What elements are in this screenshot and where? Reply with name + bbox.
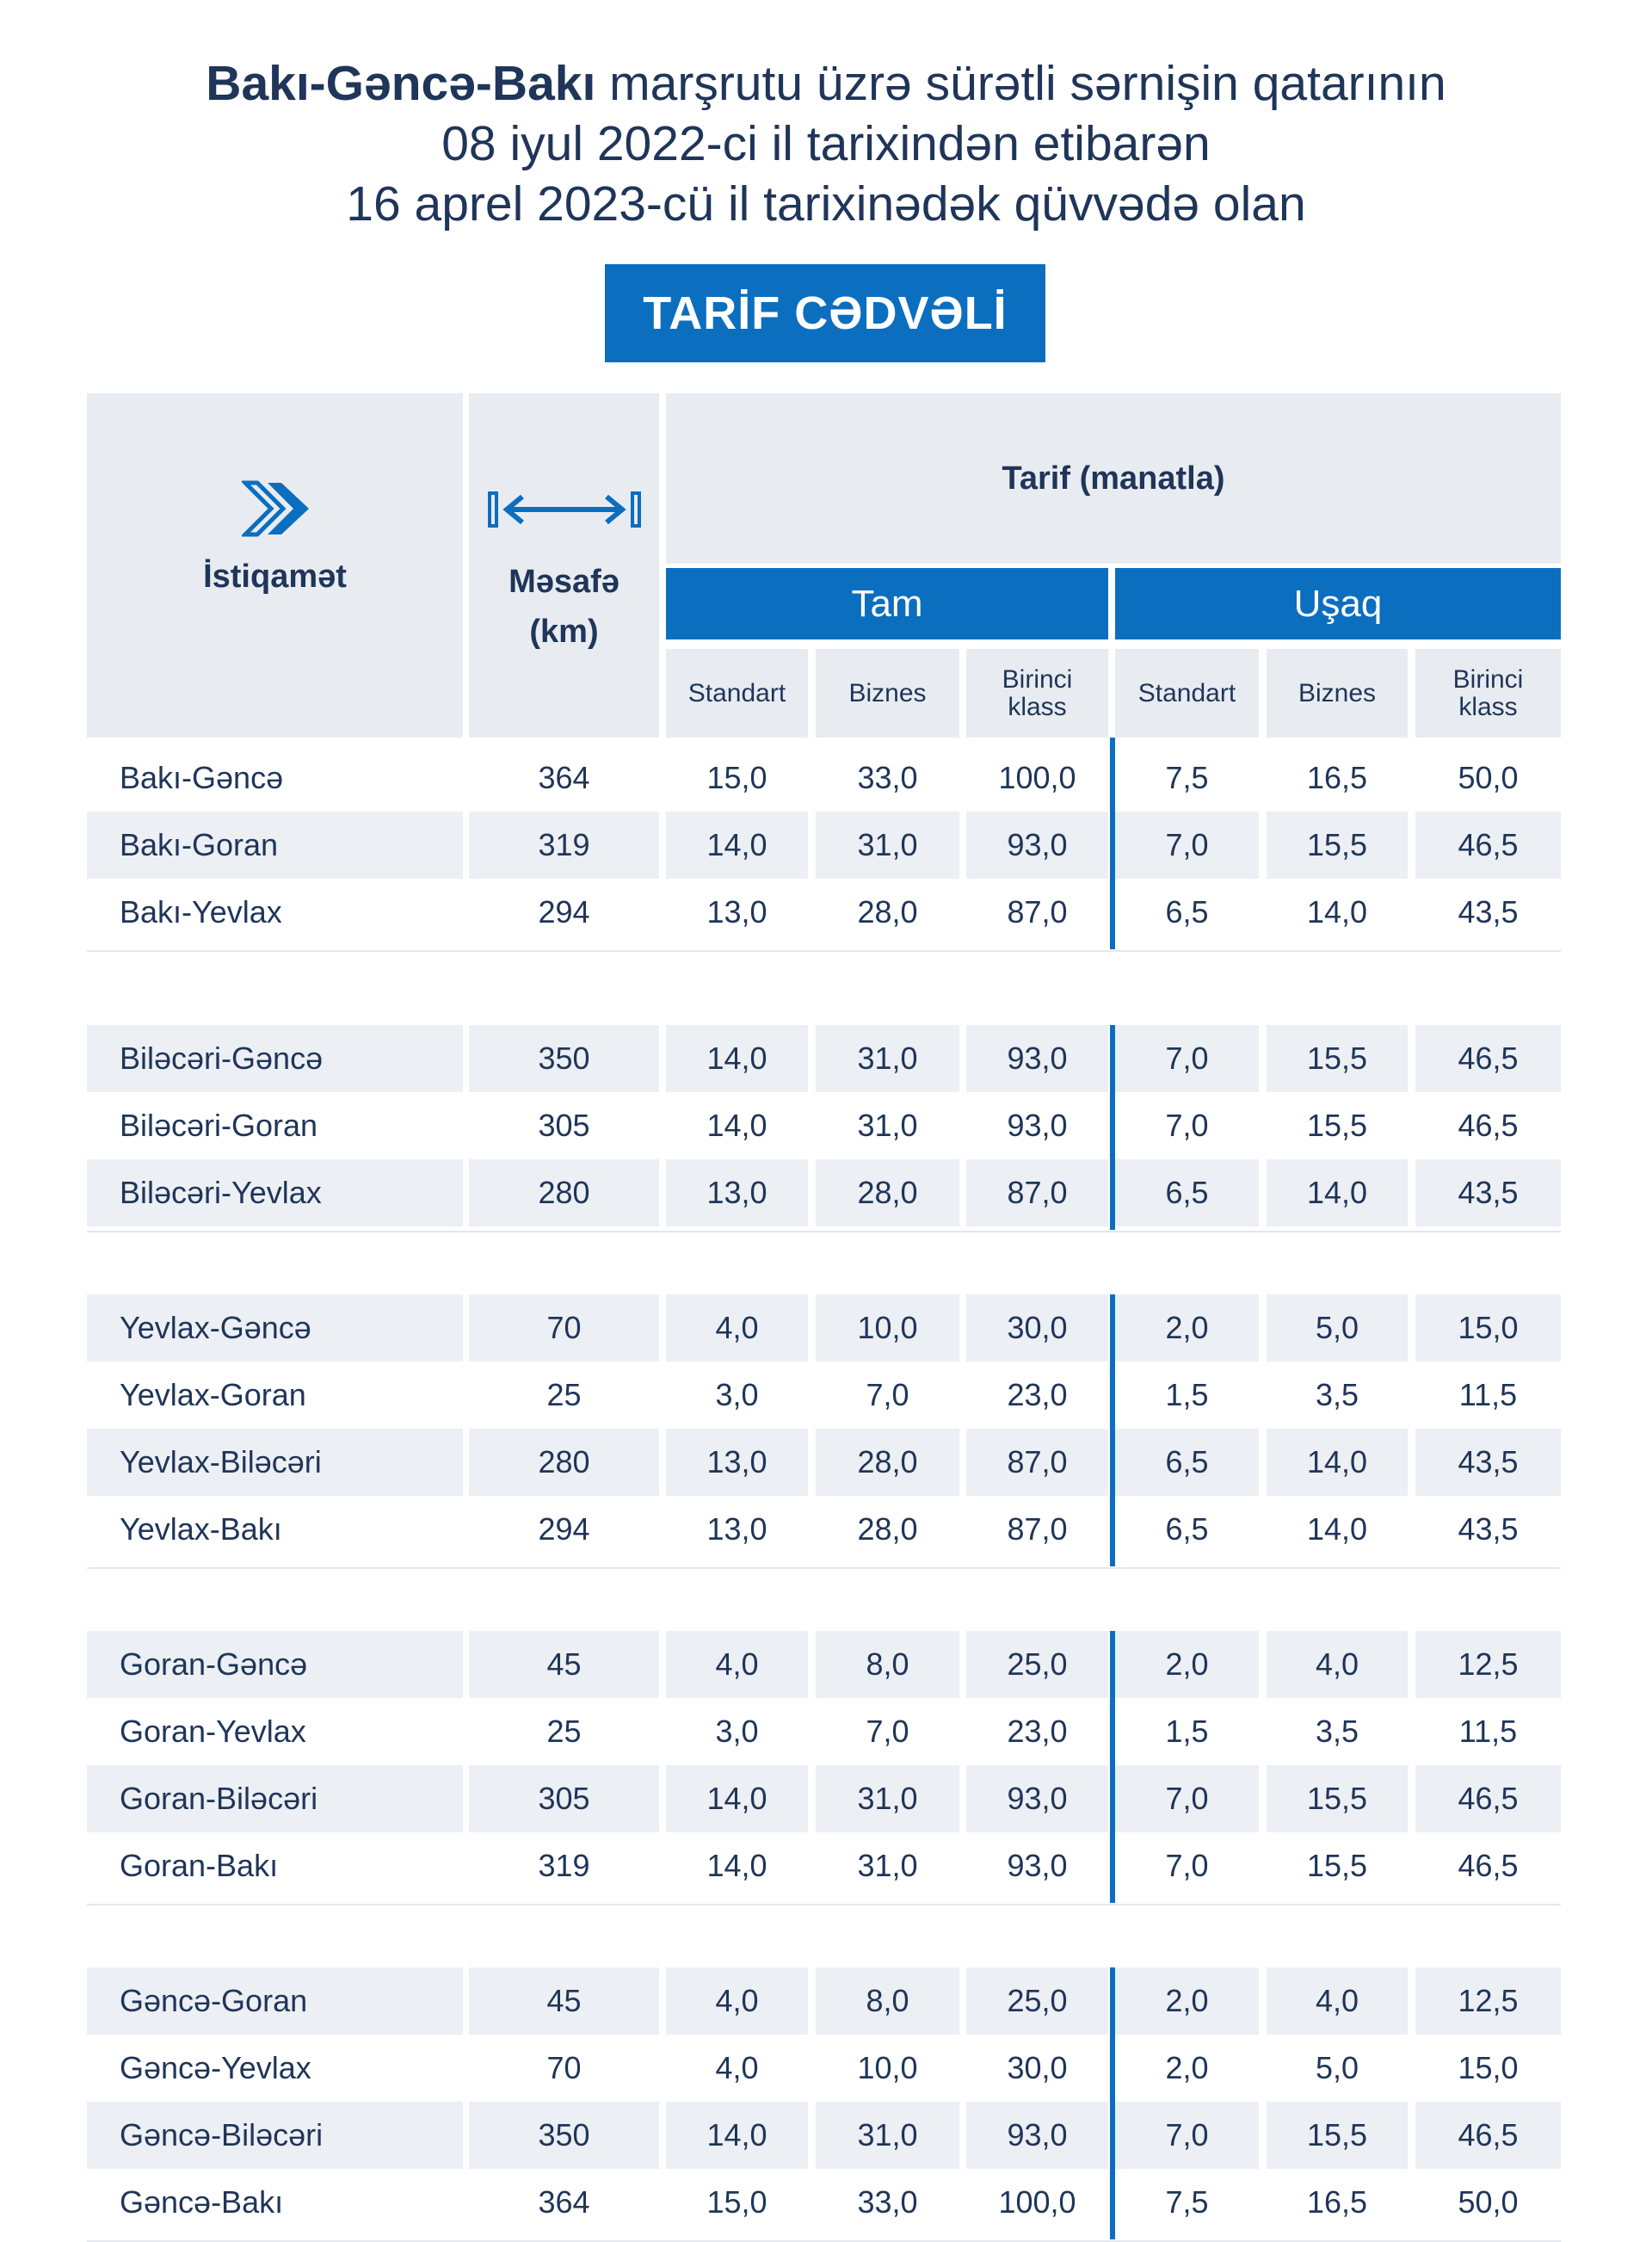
fare-cell: 5,0 xyxy=(1315,2050,1359,2085)
fare-cell: 2,0 xyxy=(1115,1294,1259,1362)
distance-header-label xyxy=(469,557,659,657)
group-divider xyxy=(87,1904,1561,1905)
fare-cell: 7,5 xyxy=(1165,760,1209,795)
table-row xyxy=(87,1362,1561,1429)
fare-cell: 11,5 xyxy=(1458,1377,1518,1412)
fare-cell: 28,0 xyxy=(857,894,918,930)
fare-cell: 30,0 xyxy=(966,1294,1108,1362)
fare-cell: 15,5 xyxy=(1306,1848,1368,1883)
fare-cell: 6,5 xyxy=(1165,894,1209,930)
fare-cell: 87,0 xyxy=(1007,894,1068,930)
direction-header xyxy=(87,393,463,738)
tariff-table-badge: TARİF CƏDVƏLİ xyxy=(605,264,1045,362)
distance-cell: 25 xyxy=(546,1377,582,1412)
fare-cell: 93,0 xyxy=(1007,1108,1068,1143)
first-class-line-2: klass xyxy=(1458,692,1518,721)
fare-cell: 8,0 xyxy=(816,1967,959,2035)
route-cell: Bakı-Gəncə xyxy=(120,760,284,795)
fare-cell: 31,0 xyxy=(816,812,959,879)
fare-cell: 46,5 xyxy=(1458,1108,1519,1143)
fare-cell: 4,0 xyxy=(1267,1631,1408,1698)
distance-cell: 305 xyxy=(469,1765,659,1832)
table-row xyxy=(87,1496,1561,1563)
route-cell: Goran-Gəncə xyxy=(87,1631,463,1698)
fare-cell: 87,0 xyxy=(1007,1511,1068,1547)
fare-cell: 13,0 xyxy=(706,894,767,930)
fare-cell: 13,0 xyxy=(706,1511,767,1547)
fare-cell: 13,0 xyxy=(666,1159,808,1226)
fare-cell: 3,0 xyxy=(715,1377,759,1412)
distance-cell: 294 xyxy=(538,894,590,930)
fare-cell: 4,0 xyxy=(666,1294,808,1362)
title-route: Bakı-Gəncə-Bakı xyxy=(206,56,596,111)
route-cell: Goran-Bakı xyxy=(120,1848,279,1883)
sub-header-full-first xyxy=(966,649,1108,738)
fare-cell: 93,0 xyxy=(966,1765,1108,1832)
distance-label-line-2: (km) xyxy=(529,614,599,650)
fare-cell: 10,0 xyxy=(857,2050,918,2085)
fare-cell: 46,5 xyxy=(1458,1848,1519,1883)
fare-cell: 31,0 xyxy=(857,1108,918,1143)
fare-cell: 25,0 xyxy=(966,1631,1108,1698)
group-separator-line xyxy=(1110,1631,1115,1903)
table-row xyxy=(87,1025,1561,1092)
table-row xyxy=(87,1631,1561,1698)
table-row xyxy=(87,2102,1561,2169)
table-row xyxy=(87,1698,1561,1765)
fare-cell: 3,5 xyxy=(1315,1377,1359,1412)
fare-cell: 25,0 xyxy=(966,1967,1108,2035)
fare-cell: 43,5 xyxy=(1458,1511,1519,1547)
fare-cell: 7,0 xyxy=(866,1714,909,1749)
fare-cell: 93,0 xyxy=(966,812,1108,879)
distance-cell: 350 xyxy=(469,1025,659,1092)
fare-cell: 43,5 xyxy=(1458,894,1519,930)
fare-cell: 33,0 xyxy=(857,2184,918,2220)
fare-cell: 46,5 xyxy=(1415,812,1561,879)
sub-header-full-standard: Standart xyxy=(666,649,808,738)
group-separator-line xyxy=(1110,738,1115,949)
fare-cell: 10,0 xyxy=(816,1294,959,1362)
route-cell: Goran-Yevlax xyxy=(120,1714,306,1749)
fare-cell: 16,5 xyxy=(1306,2184,1368,2220)
fare-cell: 1,5 xyxy=(1165,1714,1209,1749)
route-cell: Gəncə-Yevlax xyxy=(120,2050,311,2085)
distance-cell: 305 xyxy=(538,1108,590,1143)
fare-cell: 14,0 xyxy=(706,1848,767,1883)
first-class-line-2: klass xyxy=(1008,692,1067,721)
fare-cell: 30,0 xyxy=(1007,2050,1068,2085)
fare-cell: 14,0 xyxy=(1306,894,1368,930)
fare-cell: 14,0 xyxy=(666,1765,808,1832)
direction-header-label: İstiqamət xyxy=(203,559,347,595)
table-row xyxy=(87,1092,1561,1159)
fare-cell: 8,0 xyxy=(816,1631,959,1698)
sub-header-full-business: Biznes xyxy=(816,649,959,738)
fare-cell: 50,0 xyxy=(1458,2184,1519,2220)
group-separator-line xyxy=(1110,1025,1115,1230)
table-row xyxy=(87,2035,1561,2102)
tariff-header xyxy=(666,393,1561,564)
fare-cell: 14,0 xyxy=(666,2102,808,2169)
route-cell: Goran-Biləcəri xyxy=(87,1765,463,1832)
table-row xyxy=(87,2169,1561,2236)
fare-cell: 4,0 xyxy=(715,2050,759,2085)
fare-cell: 100,0 xyxy=(998,760,1076,795)
fare-cell: 7,0 xyxy=(1165,1108,1209,1143)
route-cell: Gəncə-Biləcəri xyxy=(87,2102,463,2169)
distance-cell: 280 xyxy=(469,1159,659,1226)
fare-cell: 50,0 xyxy=(1458,760,1519,795)
table-row xyxy=(87,1967,1561,2035)
first-class-line-1: Birinci xyxy=(1452,664,1524,694)
distance-cell: 364 xyxy=(538,2184,590,2220)
distance-cell: 294 xyxy=(538,1511,590,1547)
route-cell: Biləcəri-Yevlax xyxy=(87,1159,463,1226)
distance-cell: 319 xyxy=(469,812,659,879)
fare-cell: 87,0 xyxy=(966,1159,1108,1226)
fare-cell: 14,0 xyxy=(706,1108,767,1143)
route-cell: Yevlax-Gəncə xyxy=(87,1294,463,1362)
fare-cell: 15,0 xyxy=(706,760,767,795)
fare-cell: 6,5 xyxy=(1115,1429,1259,1496)
fare-cell: 33,0 xyxy=(857,760,918,795)
group-divider xyxy=(87,1231,1561,1232)
fare-cell: 31,0 xyxy=(816,2102,959,2169)
fare-cell: 13,0 xyxy=(666,1429,808,1496)
fare-cell: 93,0 xyxy=(966,2102,1108,2169)
fare-cell: 1,5 xyxy=(1165,1377,1209,1412)
group-full-header: Tam xyxy=(666,568,1108,639)
fare-cell: 100,0 xyxy=(998,2184,1076,2220)
distance-header xyxy=(469,393,659,738)
distance-cell: 319 xyxy=(538,1848,590,1883)
fare-cell: 14,0 xyxy=(1267,1429,1408,1496)
fare-cell: 7,0 xyxy=(1115,1025,1259,1092)
title-line-2: 08 iyul 2022-ci il tarixindən etibarən xyxy=(441,116,1211,171)
distance-cell: 70 xyxy=(546,2050,582,2085)
fare-cell: 46,5 xyxy=(1415,1765,1561,1832)
distance-cell: 364 xyxy=(538,760,590,795)
table-row xyxy=(87,744,1561,812)
fare-cell: 4,0 xyxy=(666,1967,808,2035)
route-cell: Biləcəri-Goran xyxy=(120,1108,318,1143)
sub-header-child-standard: Standart xyxy=(1115,649,1259,738)
fare-cell: 2,0 xyxy=(1115,1631,1259,1698)
fare-cell: 7,0 xyxy=(1115,1765,1259,1832)
fare-cell: 14,0 xyxy=(1306,1511,1368,1547)
fare-cell: 7,0 xyxy=(1115,812,1259,879)
sub-header-child-first xyxy=(1415,649,1561,738)
fare-cell: 4,0 xyxy=(1267,1967,1408,2035)
first-class-line-1: Birinci xyxy=(1002,664,1073,694)
group-separator-line xyxy=(1110,1294,1115,1566)
fare-cell: 31,0 xyxy=(816,1765,959,1832)
fare-cell: 31,0 xyxy=(857,1848,918,1883)
group-divider xyxy=(87,950,1561,952)
distance-cell: 25 xyxy=(546,1714,582,1749)
fare-cell: 12,5 xyxy=(1415,1967,1561,2035)
route-cell: Yevlax-Biləcəri xyxy=(87,1429,463,1496)
fare-cell: 7,0 xyxy=(1115,2102,1259,2169)
fare-cell: 7,0 xyxy=(866,1377,909,1412)
fare-cell: 5,0 xyxy=(1267,1294,1408,1362)
fare-cell: 14,0 xyxy=(1267,1159,1408,1226)
fare-cell: 7,0 xyxy=(1165,1848,1209,1883)
fare-cell: 3,0 xyxy=(715,1714,759,1749)
fare-cell: 46,5 xyxy=(1415,1025,1561,1092)
fare-cell: 4,0 xyxy=(666,1631,808,1698)
title-line-3: 16 aprel 2023-cü il tarixinədək qüvvədə olan xyxy=(346,176,1306,232)
fare-cell: 93,0 xyxy=(966,1025,1108,1092)
fare-cell: 14,0 xyxy=(666,1025,808,1092)
title-rest: marşrutu üzrə sürətli sərnişin qatarının xyxy=(595,56,1446,111)
distance-cell: 280 xyxy=(469,1429,659,1496)
fare-cell: 15,5 xyxy=(1267,812,1408,879)
distance-cell: 350 xyxy=(469,2102,659,2169)
fare-cell: 12,5 xyxy=(1415,1631,1561,1698)
fare-cell: 6,5 xyxy=(1115,1159,1259,1226)
route-cell: Bakı-Yevlax xyxy=(120,894,282,930)
fare-cell: 15,5 xyxy=(1267,2102,1408,2169)
fare-cell: 15,5 xyxy=(1267,1025,1408,1092)
fare-cell: 43,5 xyxy=(1415,1429,1561,1496)
table-row xyxy=(87,1159,1561,1226)
fare-cell: 31,0 xyxy=(816,1025,959,1092)
fare-cell: 7,5 xyxy=(1165,2184,1209,2220)
double-chevron-icon xyxy=(242,479,312,538)
fare-cell: 14,0 xyxy=(666,812,808,879)
route-cell: Gəncə-Bakı xyxy=(120,2184,284,2220)
fare-cell: 23,0 xyxy=(1007,1377,1068,1412)
fare-cell: 15,0 xyxy=(706,2184,767,2220)
distance-arrow-icon xyxy=(488,488,641,531)
fare-cell: 46,5 xyxy=(1415,2102,1561,2169)
fare-cell: 15,5 xyxy=(1267,1765,1408,1832)
table-row xyxy=(87,879,1561,946)
route-cell: Bakı-Goran xyxy=(87,812,463,879)
page-title xyxy=(0,53,1652,234)
group-separator-line xyxy=(1110,1967,1115,2239)
fare-cell: 28,0 xyxy=(857,1511,918,1547)
fare-cell: 15,5 xyxy=(1306,1108,1368,1143)
distance-cell: 45 xyxy=(469,1631,659,1698)
fare-cell: 28,0 xyxy=(816,1429,959,1496)
fare-cell: 87,0 xyxy=(966,1429,1108,1496)
distance-cell: 45 xyxy=(469,1967,659,2035)
fare-cell: 6,5 xyxy=(1165,1511,1209,1547)
route-cell: Yevlax-Bakı xyxy=(120,1511,282,1547)
fare-cell: 23,0 xyxy=(1007,1714,1068,1749)
fare-cell: 15,0 xyxy=(1458,2050,1519,2085)
distance-label-line-1: Məsafə xyxy=(509,564,620,600)
title-line-1 xyxy=(0,53,1652,114)
distance-cell: 70 xyxy=(469,1294,659,1362)
route-cell: Biləcəri-Gəncə xyxy=(87,1025,463,1092)
fare-cell: 28,0 xyxy=(816,1159,959,1226)
table-row xyxy=(87,1294,1561,1362)
fare-cell: 2,0 xyxy=(1115,1967,1259,2035)
route-cell: Gəncə-Goran xyxy=(87,1967,463,2035)
table-row xyxy=(87,1765,1561,1832)
route-cell: Yevlax-Goran xyxy=(120,1377,306,1412)
table-row xyxy=(87,1832,1561,1899)
tariff-header-label: Tarif (manatla) xyxy=(1002,460,1225,497)
fare-cell: 93,0 xyxy=(1007,1848,1068,1883)
fare-cell: 43,5 xyxy=(1415,1159,1561,1226)
group-divider xyxy=(87,1567,1561,1569)
sub-header-child-business: Biznes xyxy=(1267,649,1408,738)
table-row xyxy=(87,1429,1561,1496)
table-row xyxy=(87,812,1561,879)
fare-cell: 16,5 xyxy=(1306,760,1368,795)
fare-cell: 2,0 xyxy=(1165,2050,1209,2085)
fare-cell: 11,5 xyxy=(1458,1714,1518,1749)
fare-cell: 15,0 xyxy=(1415,1294,1561,1362)
group-child-header: Uşaq xyxy=(1115,568,1561,639)
fare-cell: 3,5 xyxy=(1315,1714,1359,1749)
